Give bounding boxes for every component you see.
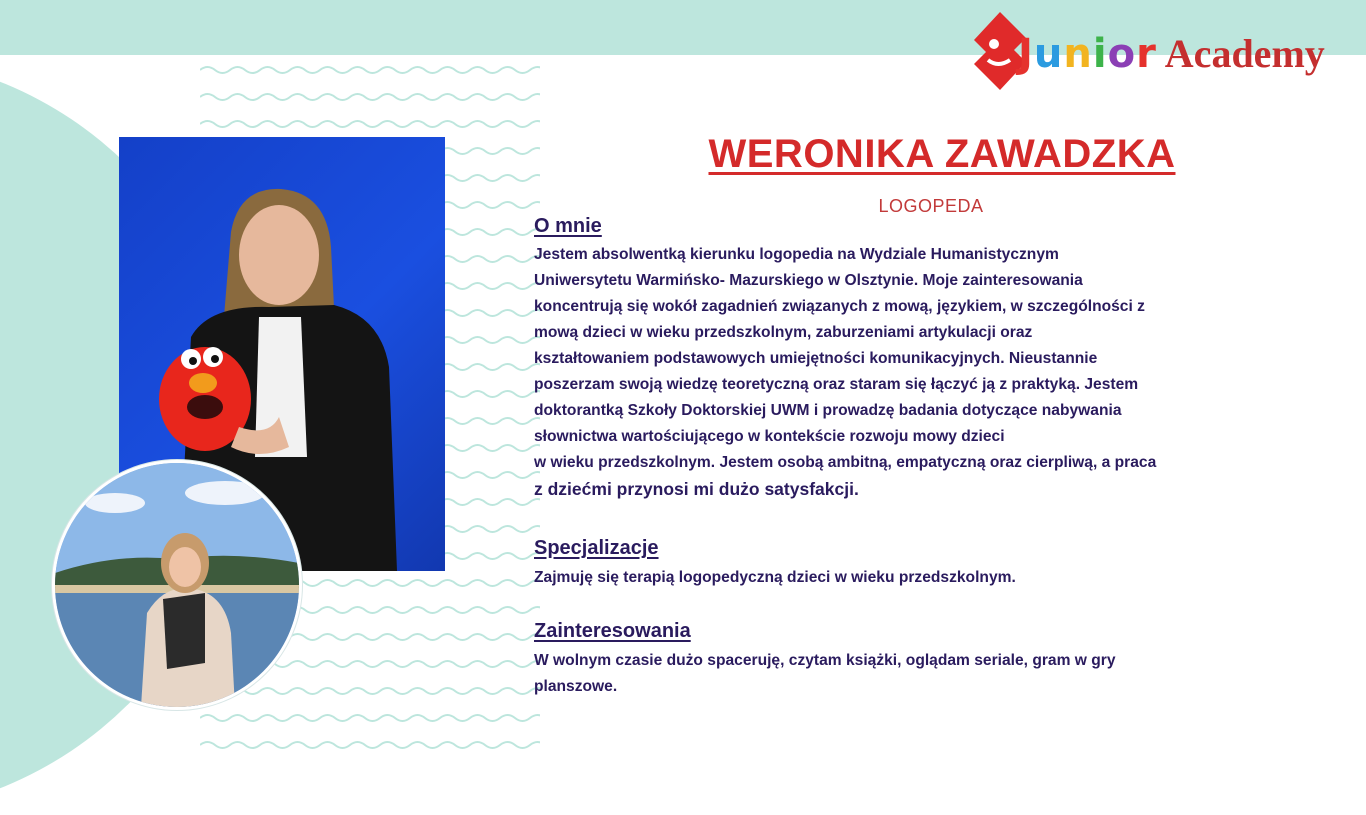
wave-line xyxy=(200,742,540,748)
wave-line xyxy=(200,94,540,100)
beach-illustration xyxy=(55,463,299,707)
interests-line: W wolnym czasie dużo spaceruję, czytam książki, oglądam seriale, gram w gry xyxy=(534,652,1116,669)
wave-line xyxy=(200,67,540,73)
about-heading: O mnie xyxy=(534,215,602,237)
logo-letter: r xyxy=(1136,31,1157,77)
about-line: kształtowaniem podstawowych umiejętności komunikacyjnych. Nieustannie xyxy=(534,350,1098,367)
logo-letter: o xyxy=(1107,31,1137,77)
logo-letter: J xyxy=(1018,31,1034,77)
interests-line: planszowe. xyxy=(534,678,618,695)
specializations-text xyxy=(534,565,1016,591)
logo-letter: u xyxy=(1033,31,1064,77)
about-line: mową dzieci w wieku przedszkolnym, zaburzeniami artykulacji oraz xyxy=(534,324,1033,341)
wave-line xyxy=(200,688,540,694)
person-role: LOGOPEDA xyxy=(878,196,984,216)
about-line: doktorantką Szkoły Doktorskiej UWM i prowadzę badania dotyczące nabywania xyxy=(534,402,1122,419)
logo-academy: Academy xyxy=(1164,31,1325,76)
about-line: z dziećmi przynosi mi dużo satysfakcji. xyxy=(534,479,859,499)
wave-line xyxy=(200,121,540,127)
about-line: w wieku przedszkolnym. Jestem osobą ambitną, empatyczną oraz cierpliwą, a praca xyxy=(534,454,1157,471)
specializations-line: Zajmuję się terapią logopedyczną dzieci w wieku przedszkolnym. xyxy=(534,569,1016,586)
about-text xyxy=(534,242,1156,502)
interests-heading: Zainteresowania xyxy=(534,620,691,642)
logo-junior xyxy=(1018,31,1157,77)
secondary-photo xyxy=(52,460,302,710)
junior-academy-logo xyxy=(970,10,1330,96)
about-line: słownictwa wartościującego w kontekście rozwoju mowy dzieci xyxy=(534,428,1005,445)
about-line: Uniwersytetu Warmińsko- Mazurskiego w Olsztynie. Moje zainteresowania xyxy=(534,272,1083,289)
wave-line xyxy=(200,715,540,721)
logo-letter: n xyxy=(1063,31,1093,77)
logo-letter: i xyxy=(1092,31,1108,77)
about-line: Jestem absolwentką kierunku logopedia na Wydziale Humanistycznym xyxy=(534,246,1059,263)
logo-text xyxy=(1018,30,1325,77)
about-line: koncentrują się wokół zagadnień związanych z mową, językiem, w szczególności z xyxy=(534,298,1145,315)
about-line: poszerzam swoją wiedzę teoretyczną oraz staram się łączyć ją z praktyką. Jestem xyxy=(534,376,1139,393)
person-name: WERONIKA ZAWADZKA xyxy=(708,132,1176,176)
interests-text xyxy=(534,648,1116,700)
specializations-heading: Specjalizacje xyxy=(534,537,659,559)
